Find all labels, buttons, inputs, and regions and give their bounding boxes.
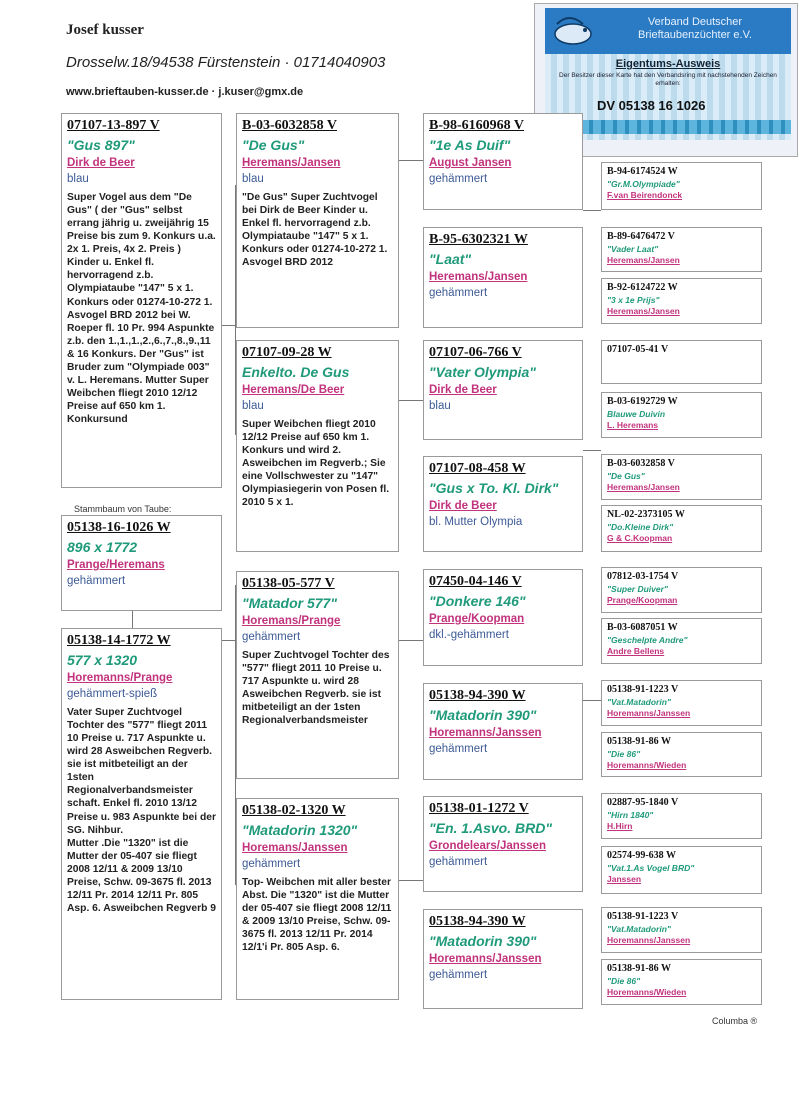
breeder: Heremans/Jansen [607, 255, 680, 265]
color: gehämmert-spieß [67, 688, 158, 700]
ring-number: 07107-06-766 V [429, 345, 522, 360]
ancestor-card [601, 793, 762, 839]
breeder: Horemanns/Janssen [429, 727, 542, 739]
ancestor-card [601, 907, 762, 953]
description: Super Zuchtvogel Tochter des "577" fliegt 2011 10 Preise u. 717 Aspunkte u. wird 28 Asweibchen Regverb. sie ist mitbeteiligt an der 1sten Regionalverbandsmeister [242, 650, 390, 727]
mother-card [61, 628, 222, 1000]
pigeon-name: "Vader Laat" [607, 244, 659, 254]
connector-line [132, 611, 133, 628]
ring-number: 05138-91-1223 V [607, 684, 679, 695]
footer-mark: Columba ® [712, 1016, 758, 1026]
color: gehämmert [429, 969, 488, 981]
color: blau [242, 173, 264, 185]
pigeon-name: "Vat.1.As Vogel BRD" [607, 863, 695, 873]
ancestor-card [601, 278, 762, 324]
connector-line [398, 640, 423, 641]
pigeon-logo-icon [549, 12, 597, 52]
connector-line [398, 400, 423, 401]
father-card [61, 113, 222, 488]
pigeon-name: Enkelto. De Gus [242, 364, 350, 380]
ancestor-card [601, 340, 762, 384]
pigeon-name: "Hirn 1840" [607, 810, 654, 820]
great-grandparent-card [423, 227, 583, 328]
great-grandparent-card [423, 569, 583, 666]
description: Super Weibchen fliegt 2010 12/12 Preise auf 650 km 1. Konkurs und wird 2. Asweibchen im Regverb.; Sie eine Vollschwester zu "147" Olympiasiegerin von Posen fl. 2010 5 x 1. [242, 419, 390, 509]
breeder: F.van Beirendonck [607, 190, 683, 200]
pigeon-name: "En. 1.Asvo. BRD" [429, 820, 552, 836]
pigeon-name: "Matadorin 1320" [242, 822, 358, 838]
ancestor-card [601, 392, 762, 438]
pigeon-name: 896 x 1772 [67, 539, 138, 555]
breeder: Dirk de Beer [67, 157, 135, 169]
grandparent-card [236, 571, 399, 779]
badge-association: Verband Deutscher Brieftaubenzüchter e.V. [638, 16, 752, 42]
breeder: Prange/Heremans [67, 559, 165, 571]
breeder: Prange/Koopman [429, 613, 525, 625]
connector-line [583, 700, 601, 701]
pigeon-name: "Laat" [429, 251, 472, 267]
badge-ring-number: DV 05138 16 1026 [597, 98, 706, 113]
ring-number: NL-02-2373105 W [607, 509, 685, 520]
ring-number: 05138-94-390 W [429, 914, 526, 929]
pigeon-name: "Vat.Matadorin" [607, 924, 671, 934]
pigeon-name: "Matadorin 390" [429, 707, 537, 723]
breeder: Horemanns/Wieden [607, 760, 687, 770]
breeder: Horemanns/Janssen [607, 708, 691, 718]
breeder: Horemanns/Prange [67, 672, 173, 684]
ring-number: 05138-14-1772 W [67, 633, 171, 648]
pigeon-name: "Vater Olympia" [429, 364, 536, 380]
connector-line [221, 325, 235, 326]
great-grandparent-card [423, 456, 583, 552]
great-grandparent-card [423, 796, 583, 892]
ring-number: B-03-6032858 V [607, 458, 675, 469]
color: gehämmert [67, 575, 126, 587]
breeder: Prange/Koopman [607, 595, 678, 605]
pigeon-name: "Super Duiver" [607, 584, 668, 594]
breeder: Heremans/Jansen [607, 306, 680, 316]
pigeon-name: 577 x 1320 [67, 652, 138, 668]
ring-number: B-92-6124722 W [607, 282, 678, 293]
breeder: G & C.Koopman [607, 533, 673, 543]
grandparent-card [236, 113, 399, 328]
color: blau [429, 400, 451, 412]
color: gehämmert [242, 858, 301, 870]
grandparent-card [236, 340, 399, 552]
ring-number: 05138-16-1026 W [67, 520, 171, 535]
connector-line [398, 880, 423, 881]
ancestor-card [601, 227, 762, 272]
pigeon-name: "Die 86" [607, 976, 641, 986]
color: gehämmert [429, 856, 488, 868]
ancestor-card [601, 618, 762, 664]
owner-web-email: www.brieftauben-kusser.de · j.kuser@gmx.de [66, 86, 304, 98]
pigeon-name: "Gr.M.Olympiade" [607, 179, 680, 189]
ring-number: B-03-6192729 W [607, 396, 678, 407]
description: Super Vogel aus dem "De Gus" ( der "Gus" selbst errang jährig u. zweijährig 15 Preise bis zum 9. Konkurs u.a. 2x 1. Preis, 4x 2. Preis ) Kinder u. Enkel fl. hervorragend z.b. Olympiataube "147" 5 x 1. Konkurs oder 01274-10-272 1. Asvogel BRD 2012 bei W. Roeper fl. 10 Pr. 994 Aspunkte z.b. den 1.,1.,1.,2.,6.,7.,8.,9.,11 & 16 Konkurs. Der "Gus" ist Bruder zum "Olympiade 003" v. L. Heremans. Mutter Super Weibchen fliegt 2010 12/12 Preise auf 650 km 1. Konkursund [67, 192, 216, 426]
description: "De Gus" Super Zuchtvogel bei Dirk de Beer Kinder u. Enkel fl. hervorragend z.b. Olympiataube "147" 5 x 1. Konkurs oder 01274-10-272 1. Asvogel BRD 2012 [242, 192, 388, 269]
ancestor-card [601, 505, 762, 552]
breeder: Heremans/Jansen [242, 157, 341, 169]
color: blau [67, 173, 89, 185]
badge-subtitle: Der Besitzer dieser Karte hat den Verbandsring mit nachstehenden Zeichen erhalten: [559, 72, 777, 87]
color: gehämmert [429, 173, 488, 185]
grandparent-card [236, 798, 399, 1000]
ancestor-card [601, 567, 762, 613]
breeder: Horemans/Prange [242, 615, 341, 627]
description: Top- Weibchen mit aller bester Abst. Die "1320" ist die Mutter der 05-407 sie fliegt 2008 12/11 & 2009 13/10 Preise, Schw. 09-3675 fl. 2013 12/11 Pr. 2014 12/1'i Pr. 805 Asp. 6. [242, 877, 392, 954]
ring-number: 07107-08-458 W [429, 461, 526, 476]
description: Vater Super Zuchtvogel Tochter des "577" fliegt 2011 10 Preise u. 717 Aspunkte u. wird 28 Asweibchen Regverb. sie ist mitbeteiligt an der 1sten Regionalverbandsmeister schaft. Enkel fl. 2010 13/12 Preise u. 983 Aspunkte bei der SG. Nihbur. Mutter .Die "1320" ist die Mutter der 05-407 sie fliegt 2008 12/11 & 2009 13/10 Preise, Schw. 09-3675 fl. 2013 12/11 Pr. 2014 12/11 Pr. 805 Asp. 6. Asweibchen Regverb 9 [67, 707, 216, 914]
breeder: Horemans/Janssen [242, 842, 348, 854]
pigeon-name: "De Gus" [242, 137, 305, 153]
breeder: H.Hirn [607, 821, 633, 831]
breeder: Horemanns/Wieden [607, 987, 687, 997]
breeder: Horemanns/Janssen [429, 953, 542, 965]
pigeon-name: "Geschelpte Andre" [607, 635, 688, 645]
color: gehämmert [429, 743, 488, 755]
great-grandparent-card [423, 340, 583, 440]
pigeon-name: "Die 86" [607, 749, 641, 759]
ancestor-card [601, 732, 762, 777]
pigeon-name: "1e As Duif" [429, 137, 511, 153]
ring-number: B-94-6174524 W [607, 166, 678, 177]
ancestor-card [601, 162, 762, 210]
ring-number: 02887-95-1840 V [607, 797, 679, 808]
breeder: Horemanns/Janssen [607, 935, 691, 945]
ring-number: B-95-6302321 W [429, 232, 528, 247]
breeder: Dirk de Beer [429, 384, 497, 396]
breeder: Janssen [607, 874, 642, 884]
pigeon-name: "Matador 577" [242, 595, 337, 611]
ancestor-card [601, 959, 762, 1005]
ring-number: B-98-6160968 V [429, 118, 525, 133]
breeder: Heremans/Jansen [607, 482, 680, 492]
subject-card [61, 515, 222, 611]
great-grandparent-card [423, 113, 583, 210]
pigeon-name: "Do.Kleine Dirk" [607, 522, 674, 532]
ring-number: 05138-91-86 W [607, 736, 671, 747]
ring-number: 07107-09-28 W [242, 345, 332, 360]
badge-title: Eigentums-Ausweis [615, 58, 721, 70]
ring-number: 02574-99-638 W [607, 850, 676, 861]
ring-number: B-89-6476472 V [607, 231, 675, 242]
pigeon-name: "3 x 1e Prijs" [607, 295, 660, 305]
color: bl. Mutter Olympia [429, 516, 523, 528]
ring-number: 05138-91-1223 V [607, 911, 679, 922]
ring-number: 05138-91-86 W [607, 963, 671, 974]
great-grandparent-card [423, 683, 583, 780]
color: gehämmert [242, 631, 301, 643]
great-grandparent-card [423, 909, 583, 1009]
pigeon-name: "Matadorin 390" [429, 933, 537, 949]
ring-number: B-03-6087051 W [607, 622, 678, 633]
owner-name: Josef kusser [66, 22, 144, 38]
color: blau [242, 400, 264, 412]
pigeon-name: "Gus x To. Kl. Dirk" [429, 480, 559, 496]
pigeon-name: Blauwe Duivin [607, 409, 666, 419]
color: dkl.-gehämmert [429, 629, 509, 641]
breeder: Heremans/De Beer [242, 384, 345, 396]
ancestor-card [601, 454, 762, 500]
color: gehämmert [429, 287, 488, 299]
owner-address: Drosselw.18/94538 Fürstenstein · 01714040903 [66, 54, 386, 71]
breeder: L. Heremans [607, 420, 659, 430]
ring-number: 05138-94-390 W [429, 688, 526, 703]
pedigree-label: Stammbaum von Taube: [74, 504, 172, 514]
ring-number: 07812-03-1754 V [607, 571, 679, 582]
ring-number: 05138-05-577 V [242, 576, 335, 591]
ring-number: 07450-04-146 V [429, 574, 522, 589]
connector-line [583, 450, 601, 451]
breeder: Grondelears/Janssen [429, 840, 546, 852]
ring-number: 05138-02-1320 W [242, 803, 346, 818]
ring-number: 07107-13-897 V [67, 118, 160, 133]
ancestor-card [601, 846, 762, 894]
pigeon-name: "De Gus" [607, 471, 645, 481]
ancestor-card [601, 680, 762, 726]
ring-number: 07107-05-41 V [607, 344, 669, 355]
connector-line [583, 210, 601, 211]
breeder: Heremans/Jansen [429, 271, 528, 283]
connector-line [221, 640, 235, 641]
ring-number: B-03-6032858 V [242, 118, 338, 133]
breeder: Andre Bellens [607, 646, 665, 656]
pigeon-name: "Vat.Matadorin" [607, 697, 671, 707]
ring-number: 05138-01-1272 V [429, 801, 529, 816]
connector-line [398, 160, 423, 161]
breeder: August Jansen [429, 157, 512, 169]
badge-header [545, 8, 791, 54]
pigeon-name: "Donkere 146" [429, 593, 526, 609]
pigeon-name: "Gus 897" [67, 137, 135, 153]
breeder: Dirk de Beer [429, 500, 497, 512]
